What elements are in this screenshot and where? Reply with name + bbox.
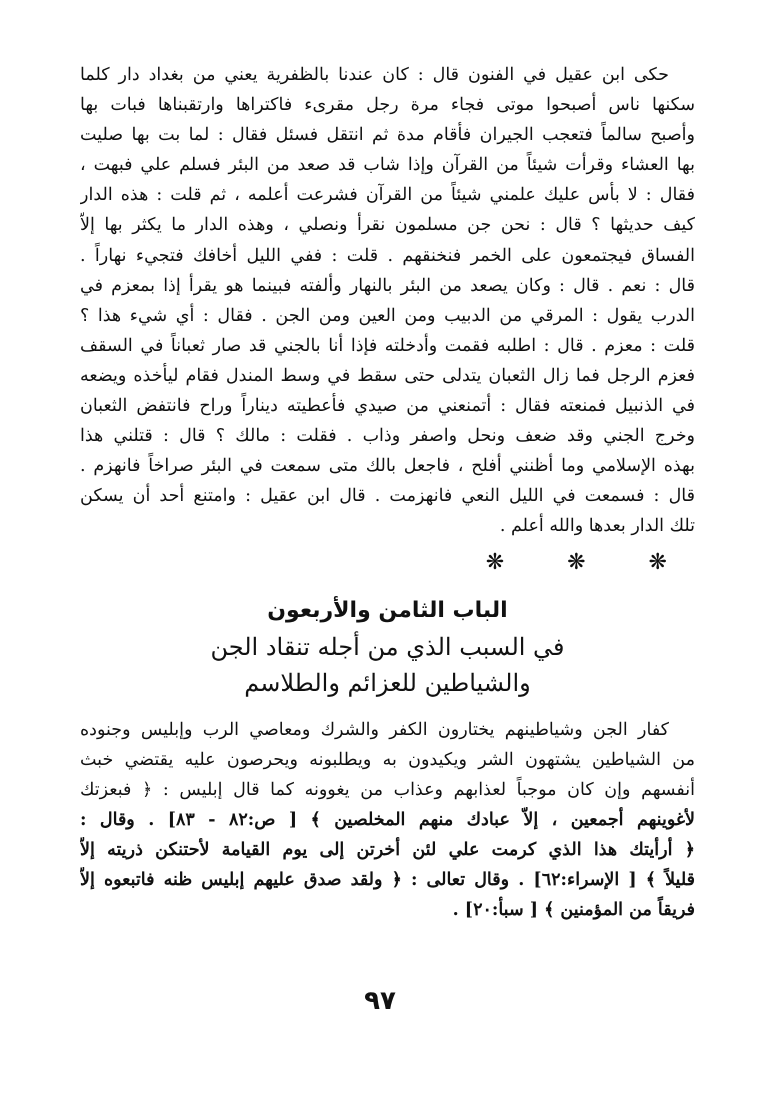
section-line: فريقاً من المؤمنين ﴾ [ سبأ:٢٠] .: [452, 900, 695, 921]
page-number: ٩٧: [364, 986, 396, 1016]
story-line: الدرب يقول : المرقي من الدبيب ومن العين ومن الجن . فقال : أي شيء هذا ؟: [80, 305, 695, 326]
story-line: حكى ابن عقيل في الفنون قال : كان عندنا بالظفرية يعني من بغداد دار كلما: [80, 65, 669, 85]
chapter-subtitle-line-2: والشياطين للعزائم والطلاسم: [244, 668, 531, 697]
section-line: لأغوينهم أجمعين ، إلاّ عبادك منهم المخلصين ﴾ [ ص:٨٢ - ٨٣] . وقال :: [80, 809, 695, 830]
story-line: سكنها ناس أصبحوا موتى فجاء مرة رجل مقرىء فاكتراها وارتقبناها فبات بها: [80, 95, 695, 116]
story-line: كيف حديثها ؟ قال : نحن جن مسلمون نقرأ ونصلي ، وهذه الدار ما يكثر بها إلاّ: [80, 215, 695, 236]
story-line: فعزم الرجل فما زال الثعبان يتدلى حتى سقط في وسط المندل فقام ليأخذه ويضعه: [80, 365, 695, 386]
story-line: قال : نعم . قال : وكان يصعد من البئر بالنهار وألفته فبينما هو يقرأ إذا بمعزم في: [80, 275, 695, 296]
story-line: قال : فسمعت في الليل النعي فانهزمت . قال ابن عقيل : وامتنع أحد أن يسكن: [80, 486, 695, 507]
story-line: قلت : معزم . قال : اطلبه فقمت وأدخلته فإذا أنا بالجني قد صار ثعباناً في السقف: [80, 335, 695, 356]
story-line: تلك الدار بعدها والله أعلم .: [499, 516, 695, 537]
story-line: بهذه الإسلامي وما أظنني أفلح ، فاجعل بالك متى سمعت في البئر صراخاً فانهزم .: [80, 456, 695, 477]
story-line: في الذنبيل فمنعته فقال : أتمنعني من صيدي فأعطيته ديناراً وراح فانتفض الثعبان: [80, 396, 695, 417]
page-body: [80, 60, 695, 925]
section-separator: ❋ ❋ ❋: [485, 549, 695, 575]
chapter-heading: [80, 593, 695, 701]
story-line: فقال : لا بأس عليك علمني شيئاً من القرآن فشرعت أعلمه ، ثم قلت : هذه الدار: [80, 185, 695, 206]
section-line: قليلاً ﴾ [ الإسراء:٦٢] . وقال تعالى : ﴿ ولقد صدق عليهم إبليس ظنه فاتبعوه إلاّ: [80, 869, 695, 890]
section-line: من الشياطين يشتهون الشر ويكيدون به ويطلبونه ويحرصون عليه يقتضي خبث: [80, 749, 695, 770]
section-line: ﴿ أرأيتك هذا الذي كرمت علي لئن أخرتن إلى يوم القيامة لأحتنكن ذريته إلاّ: [80, 839, 695, 860]
story-line: وأصبح سالماً فتعجب الجيران فأقام مدة ثم انتقل فسئل فقال : لما بت بها صليت: [80, 125, 695, 146]
story-line: وخرج الجني وقد ضعف ونحل واصفر وذاب . فقلت : مالك ؟ قال : قتلني هذا: [80, 426, 695, 447]
chapter-title: الباب الثامن والأربعون: [267, 597, 508, 623]
section-line: كفار الجن وشياطينهم يختارون الكفر والشرك ومعاصي الرب وإبليس وجنوده: [80, 719, 669, 740]
story-line: بها العشاء وقرأت شيئاً من القرآن وإذا شاب قد صعد من البئر فسلم علي فبهت ،: [80, 155, 695, 176]
section-line: أنفسهم وإن كان موجباً لعذابهم وعذاب من يغوونه كما قال إبليس : ﴿ فبعزتك: [80, 779, 695, 800]
story-paragraph: [80, 60, 695, 542]
story-line: الفساق فيجتمعون على الخمر فنخنقهم . قلت : ففي الليل أخافك فتجيء نهاراً .: [80, 245, 695, 266]
section-paragraph: [80, 715, 695, 926]
chapter-subtitle-line-1: في السبب الذي من أجله تنقاد الجن: [210, 632, 565, 661]
